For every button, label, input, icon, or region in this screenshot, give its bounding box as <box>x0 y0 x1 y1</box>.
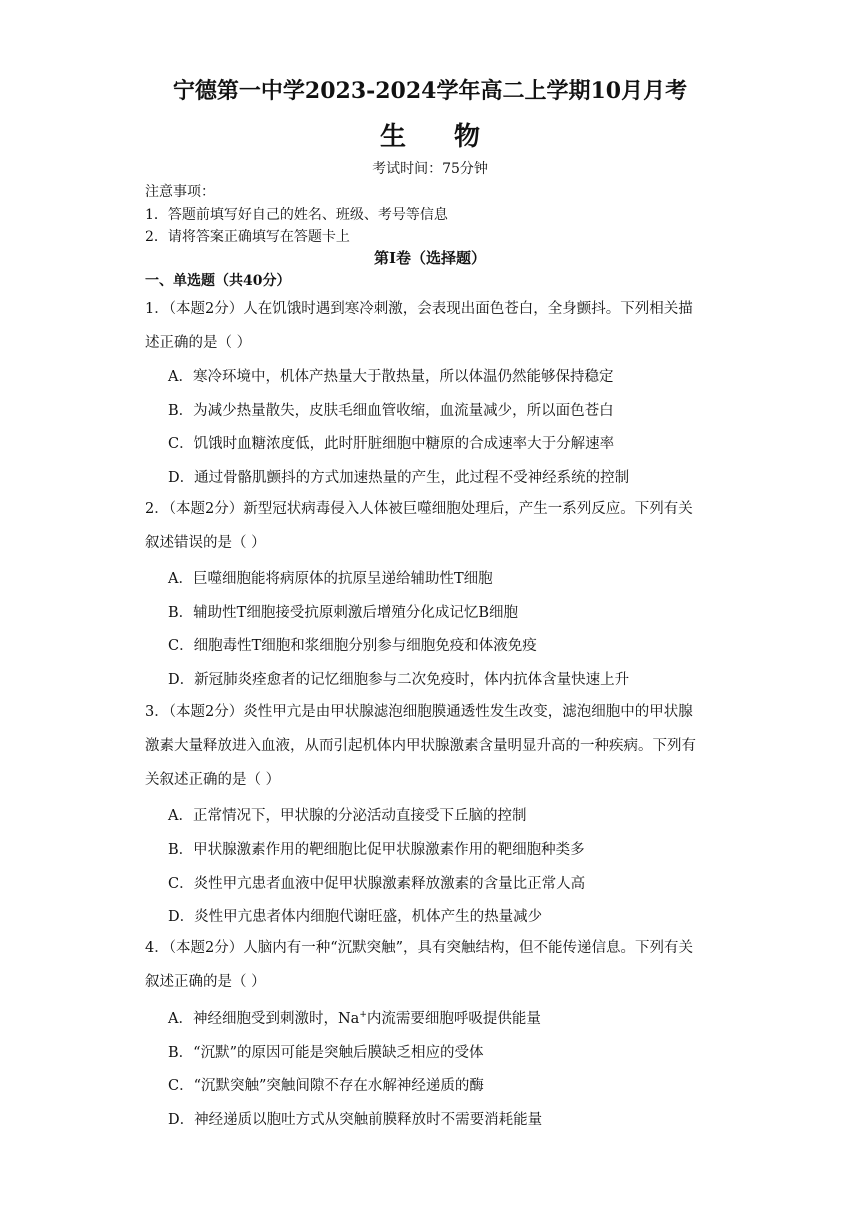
question-2-option-c: C．细胞毒性T细胞和浆细胞分别参与细胞免疫和体液免疫 <box>168 638 537 654</box>
question-stem-line: 叙述正确的是（ ） <box>145 974 266 990</box>
question-stem-line: 1．（本题2分）人在饥饿时遇到寒冷刺激，会表现出面色苍白，全身颤抖。下列相关描 <box>145 301 693 317</box>
question-2-stem <box>145 492 720 560</box>
note-item: 1．答题前填写好自己的姓名、班级、考号等信息 <box>145 207 448 223</box>
question-2-option-a: A．巨噬细胞能将病原体的抗原呈递给辅助性T细胞 <box>168 571 493 587</box>
section-heading: 一、单选题（共40分） <box>145 273 291 289</box>
question-stem-line: 激素大量释放进入血液，从而引起机体内甲状腺激素含量明显升高的一种疾病。下列有 <box>145 738 696 754</box>
question-4-option-a <box>168 1007 541 1028</box>
exam-title: 宁德第一中学2023-2024学年高二上学期10月月考 <box>172 78 688 104</box>
superscript-charge: + <box>359 1010 367 1021</box>
question-1-option-a: A．寒冷环境中，机体产热量大于散热量，所以体温仍然能够保持稳定 <box>168 369 614 385</box>
question-3-stem <box>145 695 720 797</box>
question-4-option-d: D．神经递质以胞吐方式从突触前膜释放时不需要消耗能量 <box>168 1112 543 1128</box>
question-stem-line: 2．（本题2分）新型冠状病毒侵入人体被巨噬细胞处理后，产生一系列反应。下列有关 <box>145 501 693 517</box>
question-3-option-a: A．正常情况下，甲状腺的分泌活动直接受下丘脑的控制 <box>168 808 527 824</box>
notes-heading: 注意事项： <box>145 184 215 200</box>
question-stem-line: 叙述错误的是（ ） <box>145 535 266 551</box>
question-stem-line: 4．（本题2分）人脑内有一种“沉默突触”，具有突触结构，但不能传递信息。下列有关 <box>145 940 694 956</box>
question-4-stem <box>145 931 720 999</box>
question-2-option-b: B．辅助性T细胞接受抗原刺激后增殖分化成记忆B细胞 <box>168 605 518 621</box>
question-1-option-c: C．饥饿时血糖浓度低，此时肝脏细胞中糖原的合成速率大于分解速率 <box>168 436 615 452</box>
question-1-option-b: B．为减少热量散失，皮肤毛细血管收缩，血流量减少，所以面色苍白 <box>168 403 614 419</box>
question-4-option-b: B．“沉默”的原因可能是突触后膜缺乏相应的受体 <box>168 1045 484 1061</box>
question-stem-line: 述正确的是（ ） <box>145 335 252 351</box>
note-item: 2．请将答案正确填写在答题卡上 <box>145 229 350 245</box>
question-3-option-b: B．甲状腺激素作用的靶细胞比促甲状腺激素作用的靶细胞种类多 <box>168 842 585 858</box>
subject-title: 生物 <box>379 122 528 152</box>
question-4-option-c: C．“沉默突触”突触间隙不存在水解神经递质的酶 <box>168 1078 484 1094</box>
question-3-option-d: D．炎性甲亢患者体内细胞代谢旺盛，机体产生的热量减少 <box>168 909 543 925</box>
option-text: A．神经细胞受到刺激时，Na <box>168 1011 360 1027</box>
question-2-option-d: D．新冠肺炎痊愈者的记忆细胞参与二次免疫时，体内抗体含量快速上升 <box>168 672 630 688</box>
question-1-stem <box>145 292 720 360</box>
option-text: 内流需要细胞呼吸提供能量 <box>366 1011 541 1027</box>
part-title: 第I卷（选择题） <box>373 249 487 267</box>
question-stem-line: 3．（本题2分）炎性甲亢是由甲状腺滤泡细胞膜通透性发生改变，滤泡细胞中的甲状腺 <box>145 704 693 720</box>
question-1-option-d: D．通过骨骼肌颤抖的方式加速热量的产生，此过程不受神经系统的控制 <box>168 470 630 486</box>
question-3-option-c: C．炎性甲亢患者血液中促甲状腺激素释放激素的含量比正常人高 <box>168 876 586 892</box>
exam-time: 考试时间：75分钟 <box>372 161 488 177</box>
question-stem-line: 关叙述正确的是（ ） <box>145 772 281 788</box>
